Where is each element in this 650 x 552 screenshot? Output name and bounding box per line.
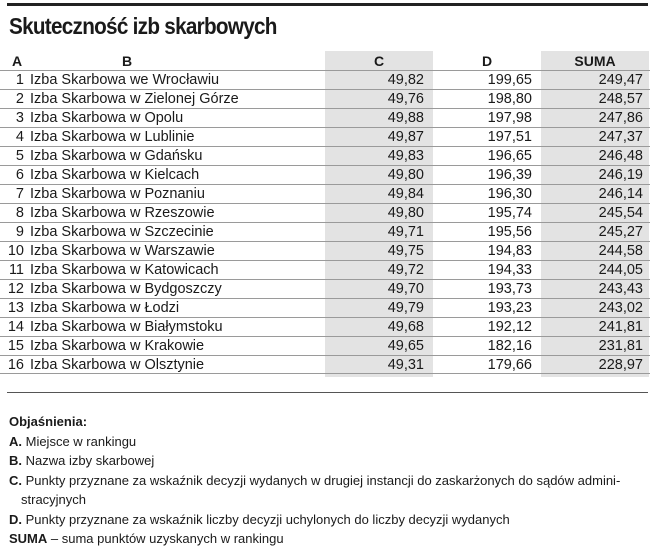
cell-c: 49,65 <box>387 338 424 354</box>
table-row <box>0 108 650 127</box>
cell-d: 179,66 <box>487 357 532 373</box>
cell-c: 49,84 <box>387 186 424 202</box>
cell-c: 49,72 <box>387 262 424 278</box>
cell-rank: 9 <box>15 224 24 240</box>
table-row <box>0 146 650 165</box>
cell-d: 198,80 <box>487 91 532 107</box>
cell-suma: 241,81 <box>598 319 643 335</box>
cell-name: Izba Skarbowa w Szczecinie <box>30 224 214 240</box>
cell-rank: 3 <box>15 110 24 126</box>
cell-rank: 16 <box>7 357 24 373</box>
cell-d: 193,23 <box>487 300 532 316</box>
cell-rank: 15 <box>7 338 24 354</box>
cell-d: 193,73 <box>487 281 532 297</box>
cell-c: 49,71 <box>387 224 424 240</box>
cell-c: 49,75 <box>387 243 424 259</box>
cell-suma: 246,19 <box>598 167 643 183</box>
cell-c: 49,68 <box>387 319 424 335</box>
cell-suma: 243,02 <box>598 300 643 316</box>
notes-section <box>9 412 645 549</box>
cell-rank: 6 <box>15 167 24 183</box>
cell-d: 192,12 <box>487 319 532 335</box>
cell-rank: 13 <box>7 300 24 316</box>
column-header-a: A <box>12 53 23 69</box>
column-header-d: D <box>481 53 493 69</box>
cell-suma: 243,43 <box>598 281 643 297</box>
cell-suma: 246,48 <box>598 148 643 164</box>
table-row <box>0 279 650 298</box>
table-row <box>0 241 650 260</box>
cell-rank: 11 <box>8 262 24 278</box>
note-suma: SUMA – suma punktów uzyskanych w rankingu <box>9 531 284 546</box>
note-c-continuation: stracyjnych <box>21 492 87 507</box>
note-c: C. Punkty przyznane za wskaźnik decyzji wydanych w drugiej instancji do zaskarżonych do sądów admini- <box>9 472 621 488</box>
notes-heading: Objaśnienia: <box>9 414 88 429</box>
cell-suma: 228,97 <box>598 357 643 373</box>
cell-d: 197,98 <box>487 110 532 126</box>
cell-rank: 2 <box>15 91 24 107</box>
cell-name: Izba Skarbowa w Kielcach <box>30 167 200 183</box>
table-row <box>0 184 650 203</box>
table-row <box>0 317 650 336</box>
table-row <box>0 355 650 374</box>
cell-suma: 247,37 <box>598 129 643 145</box>
cell-name: Izba Skarbowa w Zielonej Górze <box>30 91 239 107</box>
cell-name: Izba Skarbowa w Warszawie <box>30 243 215 259</box>
cell-d: 194,33 <box>487 262 532 278</box>
cell-suma: 245,27 <box>598 224 643 240</box>
cell-name: Izba Skarbowa w Bydgoszczy <box>30 281 222 297</box>
cell-suma: 249,47 <box>598 72 643 88</box>
cell-name: Izba Skarbowa w Olsztynie <box>30 357 205 373</box>
cell-suma: 247,86 <box>598 110 643 126</box>
cell-name: Izba Skarbowa w Katowicach <box>30 262 219 278</box>
cell-suma: 244,58 <box>598 243 643 259</box>
bottom-rule <box>7 392 648 393</box>
table-row <box>0 222 650 241</box>
cell-name: Izba Skarbowa w Białymstoku <box>30 319 223 335</box>
cell-d: 199,65 <box>487 72 532 88</box>
cell-d: 196,39 <box>487 167 532 183</box>
cell-c: 49,82 <box>387 72 424 88</box>
table-row <box>0 203 650 222</box>
cell-rank: 7 <box>15 186 24 202</box>
cell-suma: 246,14 <box>598 186 643 202</box>
table-row <box>0 298 650 317</box>
cell-rank: 10 <box>7 243 24 259</box>
cell-d: 182,16 <box>487 338 532 354</box>
cell-name: Izba Skarbowa w Lublinie <box>30 129 195 145</box>
note-b: B. Nazwa izby skarbowej <box>9 453 155 468</box>
cell-c: 49,31 <box>387 357 424 373</box>
cell-c: 49,80 <box>387 167 424 183</box>
cell-rank: 5 <box>15 148 24 164</box>
ranking-table <box>0 70 650 374</box>
table-row <box>0 260 650 279</box>
cell-rank: 1 <box>15 72 24 88</box>
table-row <box>0 127 650 146</box>
cell-c: 49,79 <box>387 300 424 316</box>
cell-rank: 4 <box>15 129 24 145</box>
cell-name: Izba Skarbowa w Poznaniu <box>30 186 205 202</box>
cell-d: 194,83 <box>487 243 532 259</box>
cell-name: Izba Skarbowa we Wrocławiu <box>30 72 220 88</box>
cell-rank: 8 <box>15 205 24 221</box>
cell-c: 49,88 <box>387 110 424 126</box>
top-rule <box>7 3 648 6</box>
cell-rank: 12 <box>7 281 24 297</box>
page-title: Skuteczność izb skarbowych <box>9 13 277 39</box>
cell-c: 49,80 <box>387 205 424 221</box>
cell-c: 49,87 <box>387 129 424 145</box>
cell-d: 195,74 <box>487 205 532 221</box>
cell-c: 49,70 <box>387 281 424 297</box>
table-row <box>0 336 650 355</box>
column-header-suma: SUMA <box>574 53 616 69</box>
table-row <box>0 70 650 89</box>
cell-name: Izba Skarbowa w Opolu <box>30 110 184 126</box>
cell-name: Izba Skarbowa w Łodzi <box>30 300 180 316</box>
cell-d: 195,56 <box>487 224 532 240</box>
cell-suma: 245,54 <box>598 205 643 221</box>
note-a: A. Miejsce w rankingu <box>9 433 137 449</box>
column-header-b: B <box>122 53 133 69</box>
note-d: D. Punkty przyznane za wskaźnik liczby decyzji uchylonych do liczby decyzji wydanych <box>9 511 510 527</box>
cell-d: 196,65 <box>487 148 532 164</box>
cell-suma: 248,57 <box>598 91 643 107</box>
cell-d: 196,30 <box>487 186 532 202</box>
column-header-c: C <box>373 53 385 69</box>
table-row <box>0 89 650 108</box>
cell-suma: 231,81 <box>598 338 643 354</box>
cell-suma: 244,05 <box>598 262 643 278</box>
cell-c: 49,83 <box>387 148 424 164</box>
cell-c: 49,76 <box>387 91 424 107</box>
cell-d: 197,51 <box>487 129 532 145</box>
table-row <box>0 165 650 184</box>
cell-name: Izba Skarbowa w Gdańsku <box>30 148 203 164</box>
cell-name: Izba Skarbowa w Rzeszowie <box>30 205 215 221</box>
cell-name: Izba Skarbowa w Krakowie <box>30 338 205 354</box>
cell-rank: 14 <box>7 319 24 335</box>
